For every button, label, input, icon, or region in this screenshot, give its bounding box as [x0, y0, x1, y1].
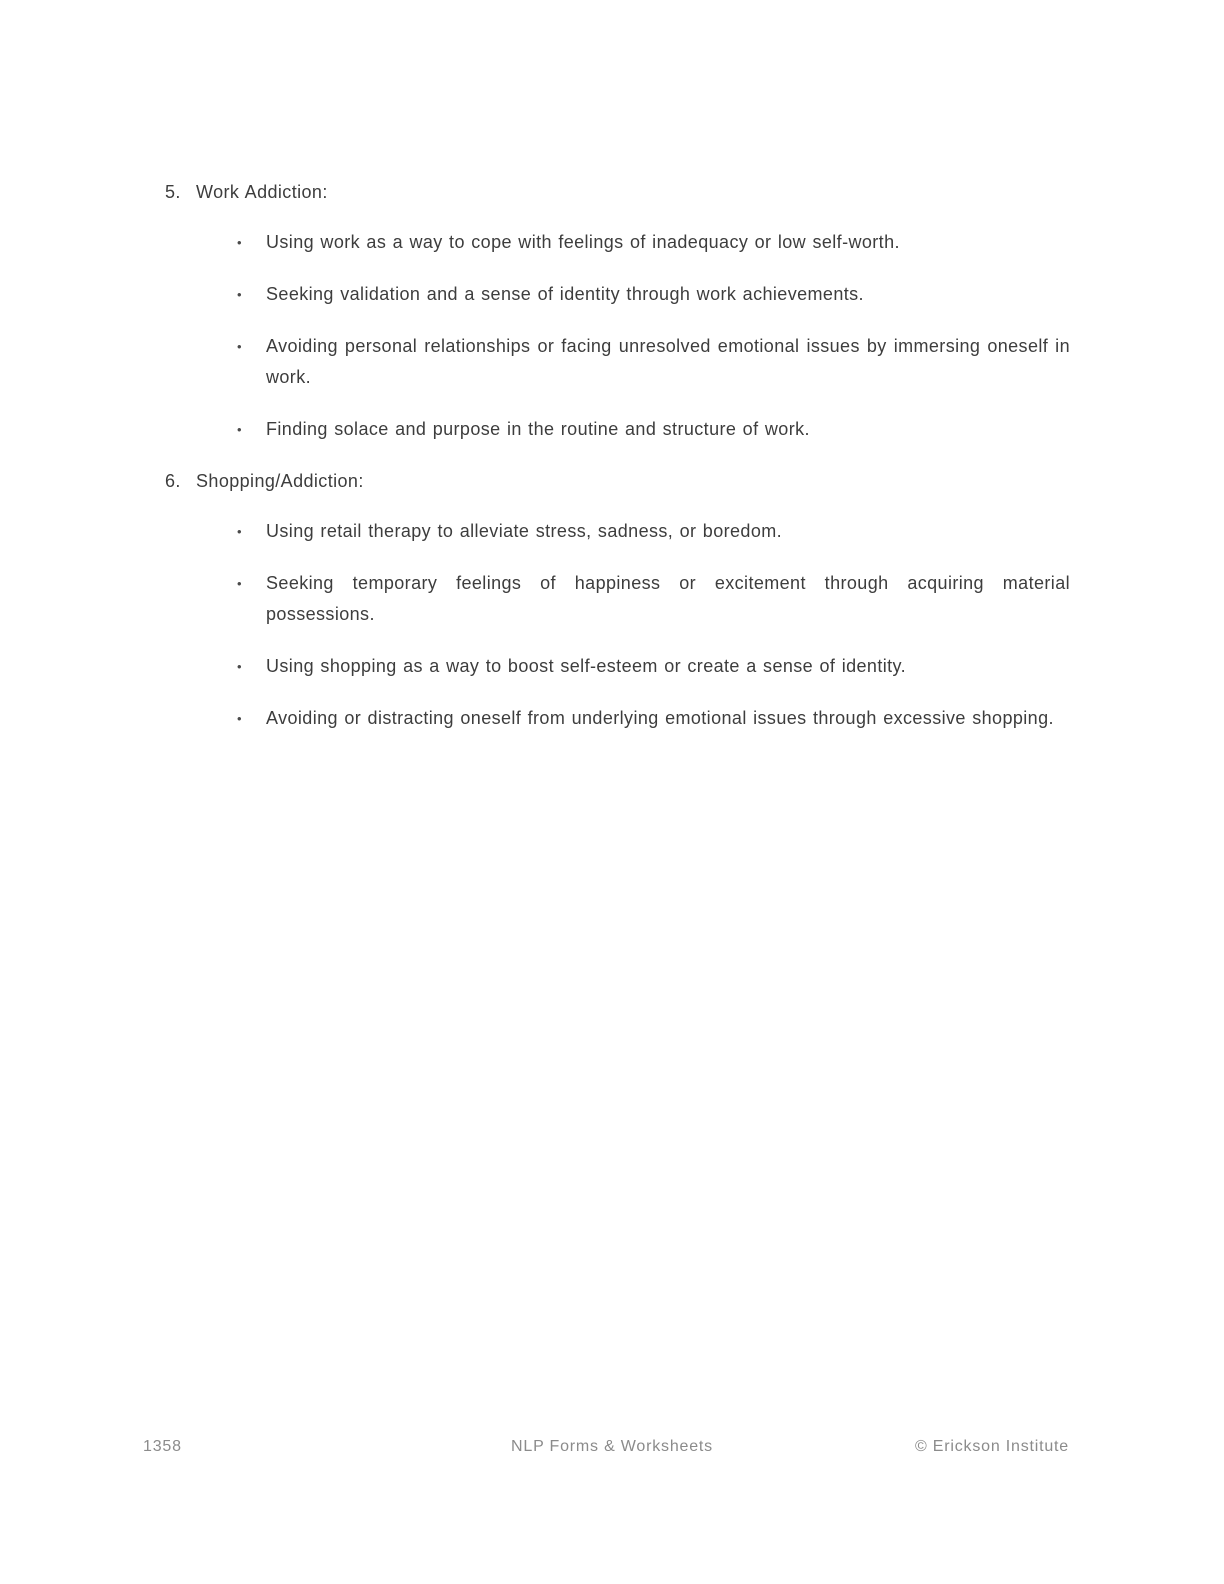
page-footer [0, 1437, 1224, 1457]
footer-page-number: 1358 [143, 1438, 182, 1455]
bullet-text: Seeking validation and a sense of identity through work achievements. [266, 284, 864, 304]
footer-copyright: © Erickson Institute [914, 1438, 1069, 1455]
list-item [237, 414, 1070, 445]
worksheet-body [0, 0, 1224, 734]
section-number: 5. [165, 182, 181, 202]
bullet-dot-icon: • [237, 235, 242, 250]
footer-document-title: NLP Forms & Worksheets [511, 1438, 713, 1455]
bullet-dot-icon: • [237, 711, 242, 726]
bullet-dot-icon: • [237, 339, 242, 354]
bullet-text: Using shopping as a way to boost self-esteem or create a sense of identity. [266, 656, 906, 676]
section-work-addiction [165, 177, 1070, 445]
section-heading [165, 466, 1070, 497]
bullet-text: Using retail therapy to alleviate stress, sadness, or boredom. [266, 521, 783, 541]
section-number: 6. [165, 471, 181, 491]
bullet-text: Avoiding personal relationships or facing unresolved emotional issues by immersing oneself in work. [266, 336, 1070, 387]
list-item [237, 651, 1070, 682]
list-item [237, 568, 1070, 630]
bullet-list [237, 516, 1070, 734]
bullet-list [237, 227, 1070, 445]
bullet-dot-icon: • [237, 422, 242, 437]
section-shopping-addiction [165, 466, 1070, 734]
section-heading [165, 177, 1070, 208]
bullet-text: Finding solace and purpose in the routine and structure of work. [266, 419, 810, 439]
bullet-dot-icon: • [237, 287, 242, 302]
bullet-dot-icon: • [237, 524, 242, 539]
bullet-text: Using work as a way to cope with feelings of inadequacy or low self-worth. [266, 232, 900, 252]
list-item [237, 331, 1070, 393]
section-title: Shopping/Addiction: [196, 471, 364, 491]
list-item [237, 279, 1070, 310]
list-item [237, 703, 1070, 734]
section-title: Work Addiction: [196, 182, 328, 202]
bullet-text: Seeking temporary feelings of happiness or excitement through acquiring material possessions. [266, 573, 1070, 624]
bullet-dot-icon: • [237, 659, 242, 674]
bullet-dot-icon: • [237, 576, 242, 591]
list-item [237, 227, 1070, 258]
bullet-text: Avoiding or distracting oneself from underlying emotional issues through excessive shopping. [266, 708, 1054, 728]
list-item [237, 516, 1070, 547]
